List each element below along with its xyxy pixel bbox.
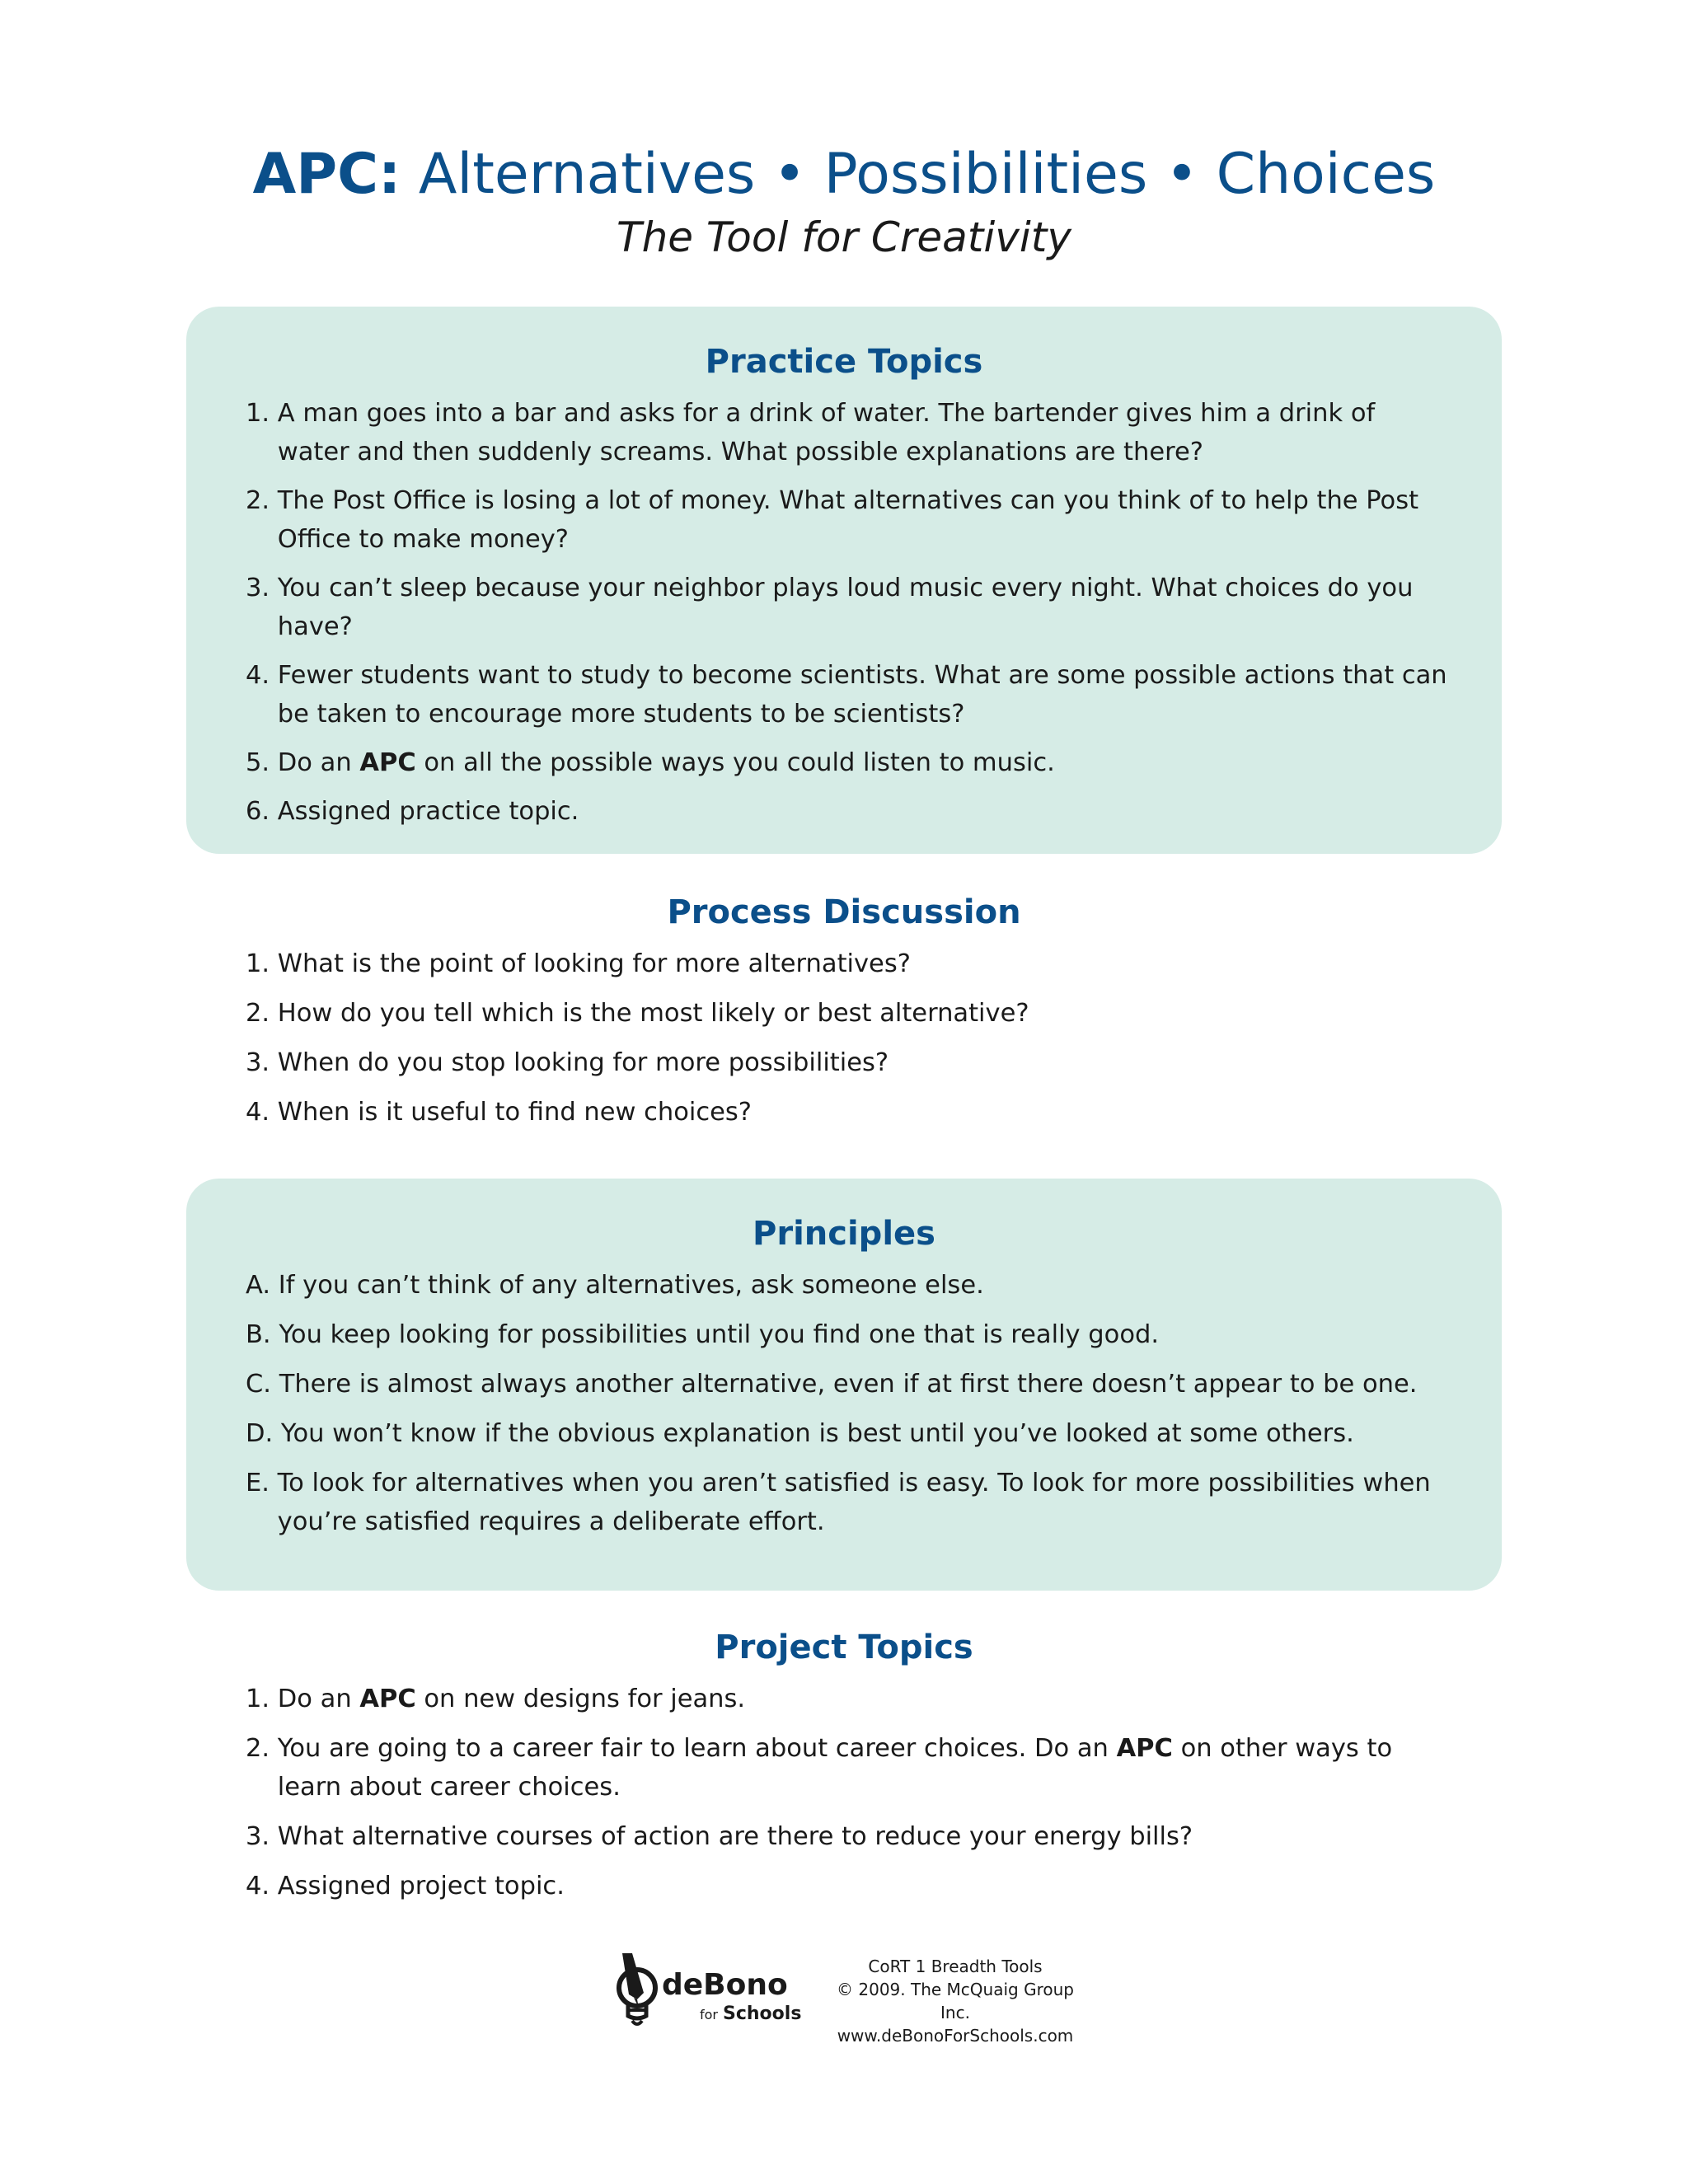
item-text-bold: APC <box>359 748 416 777</box>
list-item <box>246 792 1502 831</box>
process-discussion-heading: Process Discussion <box>667 893 1021 931</box>
item-text: A man goes into a bar and asks for a drink of water. The bartender gives him a drink of water and then suddenly screams. What possible explanations are there? <box>277 399 1376 466</box>
list-item <box>246 1867 1502 1905</box>
item-marker: E. <box>246 1469 278 1497</box>
logo-sub-schools: Schools <box>723 2004 802 2024</box>
item-text: When do you stop looking for more possibilities? <box>277 1048 889 1077</box>
item-marker: 1. <box>246 1685 278 1713</box>
item-text: Fewer students want to study to become scientists. What are some possible actions that can be taken to encourage more students to be scientists? <box>277 661 1447 729</box>
footer-website: www.deBonoForSchools.com <box>837 2026 1074 2046</box>
lightbulb-pencil-icon <box>619 1953 655 2024</box>
item-marker: 4. <box>246 1098 278 1127</box>
item-text: There is almost always another alternative, even if at first there doesn’t appear to be one. <box>279 1370 1418 1399</box>
item-marker: 5. <box>246 748 278 777</box>
item-marker: 1. <box>246 399 278 428</box>
list-item <box>246 394 1502 471</box>
item-text-bold: APC <box>359 1685 416 1713</box>
item-text-bold: APC <box>1116 1734 1173 1763</box>
list-item <box>246 1266 1502 1305</box>
title-expansion: Alternatives • Possibilities • Choices <box>401 142 1436 207</box>
item-text: You can’t sleep because your neighbor plays loud music every night. What choices do you have? <box>277 574 1414 641</box>
process-discussion-section <box>186 892 1502 1155</box>
practice-topics-heading: Practice Topics <box>705 343 983 381</box>
item-text: Assigned practice topic. <box>277 797 579 826</box>
practice-topics-list <box>186 394 1502 831</box>
item-marker: C. <box>246 1370 279 1399</box>
page-footer <box>614 1947 1109 2046</box>
list-item <box>246 1315 1502 1354</box>
item-text-post: on new designs for jeans. <box>415 1685 746 1713</box>
principles-heading: Principles <box>753 1215 935 1253</box>
title-acronym: APC: <box>252 142 401 207</box>
item-marker: A. <box>246 1271 279 1300</box>
page-title <box>0 140 1688 209</box>
project-topics-list <box>186 1680 1502 1905</box>
list-item <box>246 1093 1502 1132</box>
item-text: You won’t know if the obvious explanation is best until you’ve looked at some others. <box>280 1419 1354 1448</box>
list-item <box>246 569 1502 646</box>
process-discussion-list <box>186 944 1502 1132</box>
item-text <box>278 1680 1502 1718</box>
item-text-post: on all the possible ways you could listen to music. <box>415 748 1055 777</box>
item-text-pre: You are going to a career fair to learn about career choices. Do an <box>277 1734 1117 1763</box>
item-text: What alternative courses of action are there to reduce your energy bills? <box>277 1822 1193 1851</box>
item-text: You keep looking for possibilities until you find one that is really good. <box>279 1320 1160 1349</box>
list-item <box>246 1729 1502 1807</box>
principles-list <box>186 1266 1502 1541</box>
item-text <box>278 743 1502 782</box>
item-text: Assigned project topic. <box>277 1872 565 1900</box>
list-item <box>246 994 1502 1033</box>
item-text: The Post Office is losing a lot of money. What alternatives can you think of to help the Post Office to make money? <box>277 486 1419 554</box>
footer-credits <box>823 1955 1087 2047</box>
list-item <box>246 1817 1502 1856</box>
item-marker: 3. <box>246 574 278 602</box>
item-text: To look for alternatives when you aren’t satisfied is easy. To look for more possibilities when you’re satisfied requires a deliberate effort. <box>277 1469 1431 1536</box>
item-marker: 2. <box>246 999 278 1028</box>
logo-sub-for: for <box>700 2007 718 2022</box>
item-text: When is it useful to find new choices? <box>277 1098 752 1127</box>
item-marker: 4. <box>246 661 278 690</box>
list-item <box>246 481 1502 559</box>
item-marker: 3. <box>246 1048 278 1077</box>
list-item <box>246 944 1502 983</box>
item-text-post: on other ways to learn about career choices. <box>277 1734 1393 1802</box>
page-header <box>0 140 1688 262</box>
item-text: What is the point of looking for more alternatives? <box>277 949 911 978</box>
footer-series: CoRT 1 Breadth Tools <box>868 1957 1043 1976</box>
item-marker: 2. <box>246 1734 278 1763</box>
item-text-pre: Do an <box>277 748 360 777</box>
page-subtitle: The Tool for Creativity <box>617 213 1071 261</box>
item-marker: 4. <box>246 1872 278 1900</box>
project-topics-section <box>186 1627 1502 1924</box>
item-marker: 2. <box>246 486 278 515</box>
item-marker: 3. <box>246 1822 278 1851</box>
list-item <box>246 1464 1502 1541</box>
item-marker: B. <box>246 1320 279 1349</box>
list-item <box>246 1414 1502 1453</box>
list-item <box>246 1043 1502 1082</box>
project-topics-heading: Project Topics <box>715 1629 973 1666</box>
item-text-pre: Do an <box>277 1685 360 1713</box>
principles-panel <box>186 1179 1502 1591</box>
list-item <box>246 1365 1502 1404</box>
item-marker: 1. <box>246 949 278 978</box>
item-text: If you can’t think of any alternatives, ask someone else. <box>278 1271 984 1300</box>
logo-wordmark: deBono <box>662 1968 788 2002</box>
practice-topics-panel <box>186 307 1502 854</box>
item-text: How do you tell which is the most likely or best alternative? <box>277 999 1029 1028</box>
footer-copyright: © 2009. The McQuaig Group Inc. <box>837 1980 1074 2022</box>
item-marker: 6. <box>246 797 278 826</box>
item-text <box>278 1729 1502 1807</box>
list-item <box>246 1680 1502 1718</box>
list-item <box>246 656 1502 733</box>
debono-logo <box>614 1950 812 2032</box>
list-item <box>246 743 1502 782</box>
item-marker: D. <box>246 1419 281 1448</box>
